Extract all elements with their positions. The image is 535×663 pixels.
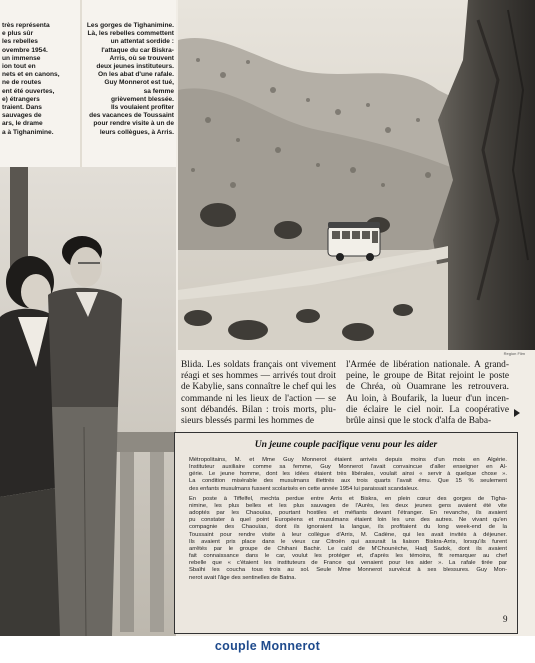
- text-line: de Chréa, où Ouamrane les retrouvera.: [346, 382, 509, 393]
- caption-line: l'attaque du car Biskra-: [101, 46, 174, 54]
- gorges-photo: [178, 0, 535, 350]
- box-text-line: La condition misérable des musulmans illettrés aux trois quarts l'avait ému. Que 15 % seulement: [189, 478, 507, 485]
- text-line: peine, le groupe de Bitat rejoint le poste: [346, 371, 509, 382]
- bus-illustration: [328, 222, 380, 261]
- text-line: brûle ainsi que le stock d'alfa de Baba-: [346, 416, 492, 427]
- box-text-line: nerot avait l'âge des sentinelles de Batna.: [189, 574, 297, 581]
- box-text-line: Métropolitains, M. et Mme Guy Monnerot étaient arrivés depuis moins d'un mois en Algérie.: [189, 457, 507, 463]
- box-text-line: Toussaint pour rendre visite à leur collègue d'Arris, M. Cadène, qui les avait invités à déjeuner.: [189, 531, 507, 538]
- caption-right-column: [82, 0, 176, 167]
- box-text-line: pu constater à quel point Européens et musulmans étaient loin les uns des autres. Ne vivant qu'en: [189, 517, 507, 524]
- caption-line: ars, le drame: [2, 120, 43, 128]
- text-line: de Kabylie, sans connaître le chef qui les: [181, 382, 336, 393]
- caption-line: un immense: [2, 54, 41, 62]
- box-text-line: adoptés par les Chaouïas, pourtant hostiles et méfiants devant l'étranger. En revanche, ils avaient: [189, 510, 507, 517]
- caption-line: leurs collègues, à Arris.: [99, 128, 174, 136]
- image-caption: couple Monnerot: [214, 639, 321, 653]
- sidebar-box: [174, 432, 518, 634]
- text-line: réagi et ses hommes — arrivés tout droit: [181, 371, 336, 382]
- caption-line: a à Tighanimine.: [2, 128, 54, 136]
- caption-line: ent été ouvertes,: [2, 87, 55, 95]
- caption-line: traient. Dans: [2, 104, 42, 112]
- caption-line: Ils voulaient profiter: [110, 104, 174, 112]
- box-text-line: des enfants musulmans fussent scolarisés en cette année 1954 lui paraissait scandaleux.: [189, 485, 419, 492]
- text-line: commande ni les lieux de l'action — se: [181, 393, 336, 404]
- box-body: [189, 457, 507, 582]
- box-text-line: compagnie des Chaouïas, dont ils ignoraient la langue, ils profitaient du long week-end de la: [189, 524, 507, 531]
- box-text-line: fait connaissance dans le car, voulut les protéger et, d'après les témoins, fit remarquer au chef: [189, 553, 507, 560]
- caption-line: ovembre 1954.: [2, 46, 48, 54]
- box-text-line: arrêtés par le groupe de Chihani Bachir. Le caïd de M'Chounèche, Hadj Sadok, dont ils avaient: [189, 545, 507, 552]
- caption-line: un attentat sordide :: [110, 38, 174, 46]
- caption-line: e plus sûr: [2, 30, 34, 38]
- caption-line: des vacances de Toussaint: [89, 112, 174, 120]
- caption-line: Les gorges de Tighanimine.: [86, 22, 174, 29]
- text-line: Au loin, à Boufarik, la lueur d'un incen-: [346, 393, 509, 404]
- caption-line: pour rendre visite à un de: [93, 120, 174, 128]
- caption-line: ion tout en: [2, 63, 36, 71]
- caption-line: deux jeunes instituteurs.: [96, 63, 174, 71]
- caption-line: Là, les rebelles commettent: [87, 30, 174, 38]
- caption-line: très représenta: [2, 22, 50, 29]
- caption-line: On les abat d'une rafale.: [98, 71, 174, 79]
- box-text-line: Sbaïhi les coucha tous trois au sol. Seule Mme Monnerot survécut à ses blessures. Guy Mon-: [189, 567, 507, 574]
- article-column-1: [181, 360, 336, 427]
- article-column-2: [346, 360, 509, 427]
- caption-line: Guy Monnerot est tué,: [104, 79, 174, 87]
- caption-line: sa femme: [143, 87, 174, 95]
- box-title: Un jeune couple pacifique venu pour les aider: [254, 439, 438, 450]
- box-text-line: nimine, les plus belles et les plus sauvages de l'Aurès, les deux jeunes gens avaient été vite: [189, 502, 507, 509]
- caption-line: nets et en canons,: [2, 71, 60, 79]
- box-text-line: gérie. Le jeune homme, dont les idées étaient très libérales, voulait ainsi « servir à quelque chose ».: [189, 471, 507, 478]
- text-line: sont débandés. Bilan : trois morts, plu-: [181, 404, 336, 415]
- caption-line: Arris, où se trouvent: [109, 54, 174, 62]
- caption-line: ne de routes: [2, 79, 42, 87]
- box-text-line: En poste à Tiffelfel, mechta perdue entre Arris et Biskra, en plein cœur des gorges de Tigha-: [189, 495, 507, 502]
- caption-left-column: [0, 0, 80, 167]
- text-line: Blida. Les soldats français ont vivement: [181, 360, 336, 370]
- text-line: sieurs blessés parmi les hommes de: [181, 416, 315, 427]
- photo-credit: Region Flim: [503, 351, 525, 356]
- couple-illustration: [0, 167, 176, 636]
- box-text-line: rebelle que « c'étaient les instituteurs de France qui venaient pour les aider ». La rafale tirée par: [189, 560, 507, 567]
- couple-photo: [0, 167, 176, 636]
- page-number: 9: [503, 614, 508, 624]
- text-line: die éclaire le ciel noir. La coopérative: [346, 404, 509, 415]
- caption-line: grièvement blessée.: [110, 95, 174, 103]
- text-line: l'Armée de libération nationale. A grand-: [346, 360, 509, 370]
- box-text-line: Ils avaient pris place dans le vieux car Citroën qui assurait la liaison Biskra-Arris, lorsqu'ils furent: [189, 538, 507, 545]
- caption-line: e) étrangers: [2, 95, 40, 103]
- gorges-illustration: [178, 0, 535, 350]
- box-text-line: Instituteur auxiliaire comme sa femme, Guy Monnerot l'avait convaincue d'aller enseigner en Al-: [189, 464, 507, 471]
- caption-line: les rebelles: [2, 38, 38, 46]
- arrow-right-icon: [514, 409, 520, 417]
- caption-line: sauvages de: [2, 112, 42, 120]
